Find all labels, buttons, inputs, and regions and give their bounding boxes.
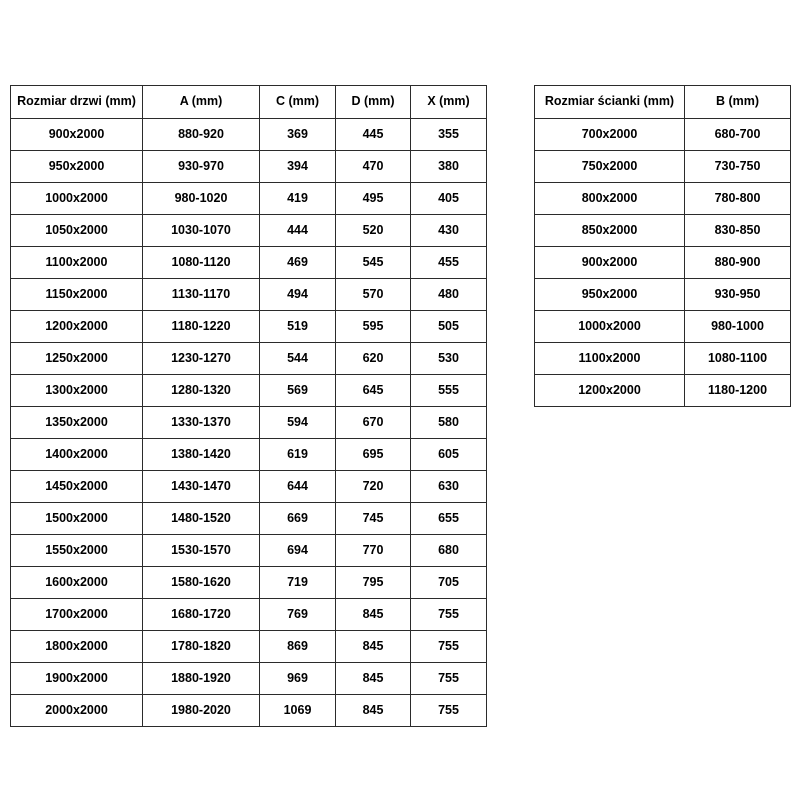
column-header-d: D (mm): [336, 86, 411, 119]
cell-x: 530: [411, 343, 487, 375]
table-row: [11, 567, 487, 599]
table-row: [11, 663, 487, 695]
table-row: [535, 215, 791, 247]
cell-a: 1580-1620: [143, 567, 260, 599]
cell-a: 1680-1720: [143, 599, 260, 631]
cell-x: 480: [411, 279, 487, 311]
cell-door-size: 2000x2000: [11, 695, 143, 727]
cell-a: 1530-1570: [143, 535, 260, 567]
cell-x: 605: [411, 439, 487, 471]
cell-door-size: 1100x2000: [11, 247, 143, 279]
table-row: [11, 151, 487, 183]
cell-x: 755: [411, 663, 487, 695]
cell-x: 680: [411, 535, 487, 567]
table-row: [11, 599, 487, 631]
table-row: [11, 183, 487, 215]
cell-a: 1880-1920: [143, 663, 260, 695]
column-header-wall-size: Rozmiar ścianki (mm): [535, 86, 685, 119]
column-header-x: X (mm): [411, 86, 487, 119]
cell-door-size: 1200x2000: [11, 311, 143, 343]
cell-d: 795: [336, 567, 411, 599]
cell-d: 745: [336, 503, 411, 535]
cell-c: 494: [260, 279, 336, 311]
cell-b: 980-1000: [685, 311, 791, 343]
cell-a: 1330-1370: [143, 407, 260, 439]
cell-x: 430: [411, 215, 487, 247]
table-row: [535, 247, 791, 279]
table-row: [11, 119, 487, 151]
cell-x: 655: [411, 503, 487, 535]
cell-wall-size: 1200x2000: [535, 375, 685, 407]
table-row: [11, 343, 487, 375]
cell-c: 669: [260, 503, 336, 535]
cell-d: 520: [336, 215, 411, 247]
cell-d: 445: [336, 119, 411, 151]
cell-door-size: 1450x2000: [11, 471, 143, 503]
table-row: [11, 503, 487, 535]
table-row: [535, 119, 791, 151]
cell-d: 845: [336, 599, 411, 631]
cell-a: 1380-1420: [143, 439, 260, 471]
cell-door-size: 1350x2000: [11, 407, 143, 439]
table-row: [11, 375, 487, 407]
cell-b: 930-950: [685, 279, 791, 311]
cell-x: 580: [411, 407, 487, 439]
cell-door-size: 1800x2000: [11, 631, 143, 663]
cell-door-size: 1050x2000: [11, 215, 143, 247]
column-header-b: B (mm): [685, 86, 791, 119]
table-row: [11, 215, 487, 247]
cell-d: 720: [336, 471, 411, 503]
cell-a: 1480-1520: [143, 503, 260, 535]
cell-a: 880-920: [143, 119, 260, 151]
cell-x: 355: [411, 119, 487, 151]
cell-d: 770: [336, 535, 411, 567]
cell-d: 645: [336, 375, 411, 407]
cell-door-size: 1900x2000: [11, 663, 143, 695]
cell-door-size: 1400x2000: [11, 439, 143, 471]
cell-door-size: 1500x2000: [11, 503, 143, 535]
cell-d: 570: [336, 279, 411, 311]
table-row: [11, 407, 487, 439]
cell-x: 630: [411, 471, 487, 503]
cell-c: 644: [260, 471, 336, 503]
table-header-row: [535, 86, 791, 119]
cell-b: 880-900: [685, 247, 791, 279]
table-row: [11, 535, 487, 567]
cell-b: 730-750: [685, 151, 791, 183]
cell-a: 1030-1070: [143, 215, 260, 247]
cell-door-size: 1000x2000: [11, 183, 143, 215]
cell-d: 545: [336, 247, 411, 279]
table-row: [11, 695, 487, 727]
cell-a: 1780-1820: [143, 631, 260, 663]
table-row: [11, 471, 487, 503]
cell-x: 405: [411, 183, 487, 215]
cell-x: 755: [411, 599, 487, 631]
cell-door-size: 1300x2000: [11, 375, 143, 407]
cell-wall-size: 1100x2000: [535, 343, 685, 375]
cell-x: 705: [411, 567, 487, 599]
cell-x: 755: [411, 695, 487, 727]
cell-wall-size: 800x2000: [535, 183, 685, 215]
table-row: [11, 631, 487, 663]
cell-door-size: 900x2000: [11, 119, 143, 151]
cell-d: 845: [336, 663, 411, 695]
cell-wall-size: 1000x2000: [535, 311, 685, 343]
cell-x: 505: [411, 311, 487, 343]
wall-size-table: [534, 85, 791, 407]
table-row: [535, 343, 791, 375]
cell-c: 969: [260, 663, 336, 695]
table-row: [11, 439, 487, 471]
cell-c: 419: [260, 183, 336, 215]
table-row: [11, 279, 487, 311]
column-header-door-size: Rozmiar drzwi (mm): [11, 86, 143, 119]
cell-a: 1980-2020: [143, 695, 260, 727]
cell-d: 495: [336, 183, 411, 215]
cell-x: 755: [411, 631, 487, 663]
cell-a: 980-1020: [143, 183, 260, 215]
cell-c: 869: [260, 631, 336, 663]
cell-wall-size: 850x2000: [535, 215, 685, 247]
cell-c: 544: [260, 343, 336, 375]
cell-door-size: 1600x2000: [11, 567, 143, 599]
cell-a: 930-970: [143, 151, 260, 183]
cell-d: 845: [336, 631, 411, 663]
cell-a: 1280-1320: [143, 375, 260, 407]
cell-x: 455: [411, 247, 487, 279]
table-row: [535, 279, 791, 311]
cell-d: 670: [336, 407, 411, 439]
cell-c: 444: [260, 215, 336, 247]
cell-c: 394: [260, 151, 336, 183]
cell-c: 1069: [260, 695, 336, 727]
cell-b: 1080-1100: [685, 343, 791, 375]
cell-d: 695: [336, 439, 411, 471]
cell-wall-size: 950x2000: [535, 279, 685, 311]
cell-d: 470: [336, 151, 411, 183]
cell-a: 1180-1220: [143, 311, 260, 343]
cell-c: 369: [260, 119, 336, 151]
cell-wall-size: 700x2000: [535, 119, 685, 151]
cell-wall-size: 900x2000: [535, 247, 685, 279]
cell-c: 619: [260, 439, 336, 471]
cell-d: 595: [336, 311, 411, 343]
cell-wall-size: 750x2000: [535, 151, 685, 183]
table-row: [11, 311, 487, 343]
cell-d: 845: [336, 695, 411, 727]
table-row: [535, 375, 791, 407]
table-row: [535, 183, 791, 215]
cell-d: 620: [336, 343, 411, 375]
cell-c: 694: [260, 535, 336, 567]
cell-c: 519: [260, 311, 336, 343]
cell-b: 680-700: [685, 119, 791, 151]
cell-door-size: 1150x2000: [11, 279, 143, 311]
cell-b: 830-850: [685, 215, 791, 247]
cell-c: 569: [260, 375, 336, 407]
cell-x: 555: [411, 375, 487, 407]
cell-c: 719: [260, 567, 336, 599]
table-row: [535, 151, 791, 183]
cell-a: 1080-1120: [143, 247, 260, 279]
cell-c: 769: [260, 599, 336, 631]
cell-door-size: 1550x2000: [11, 535, 143, 567]
cell-door-size: 1700x2000: [11, 599, 143, 631]
table-row: [535, 311, 791, 343]
column-header-a: A (mm): [143, 86, 260, 119]
cell-b: 1180-1200: [685, 375, 791, 407]
table-row: [11, 247, 487, 279]
cell-c: 469: [260, 247, 336, 279]
cell-a: 1130-1170: [143, 279, 260, 311]
cell-a: 1230-1270: [143, 343, 260, 375]
column-header-c: C (mm): [260, 86, 336, 119]
cell-door-size: 950x2000: [11, 151, 143, 183]
cell-door-size: 1250x2000: [11, 343, 143, 375]
cell-b: 780-800: [685, 183, 791, 215]
cell-a: 1430-1470: [143, 471, 260, 503]
cell-x: 380: [411, 151, 487, 183]
table-header-row: [11, 86, 487, 119]
door-size-table: [10, 85, 487, 727]
cell-c: 594: [260, 407, 336, 439]
